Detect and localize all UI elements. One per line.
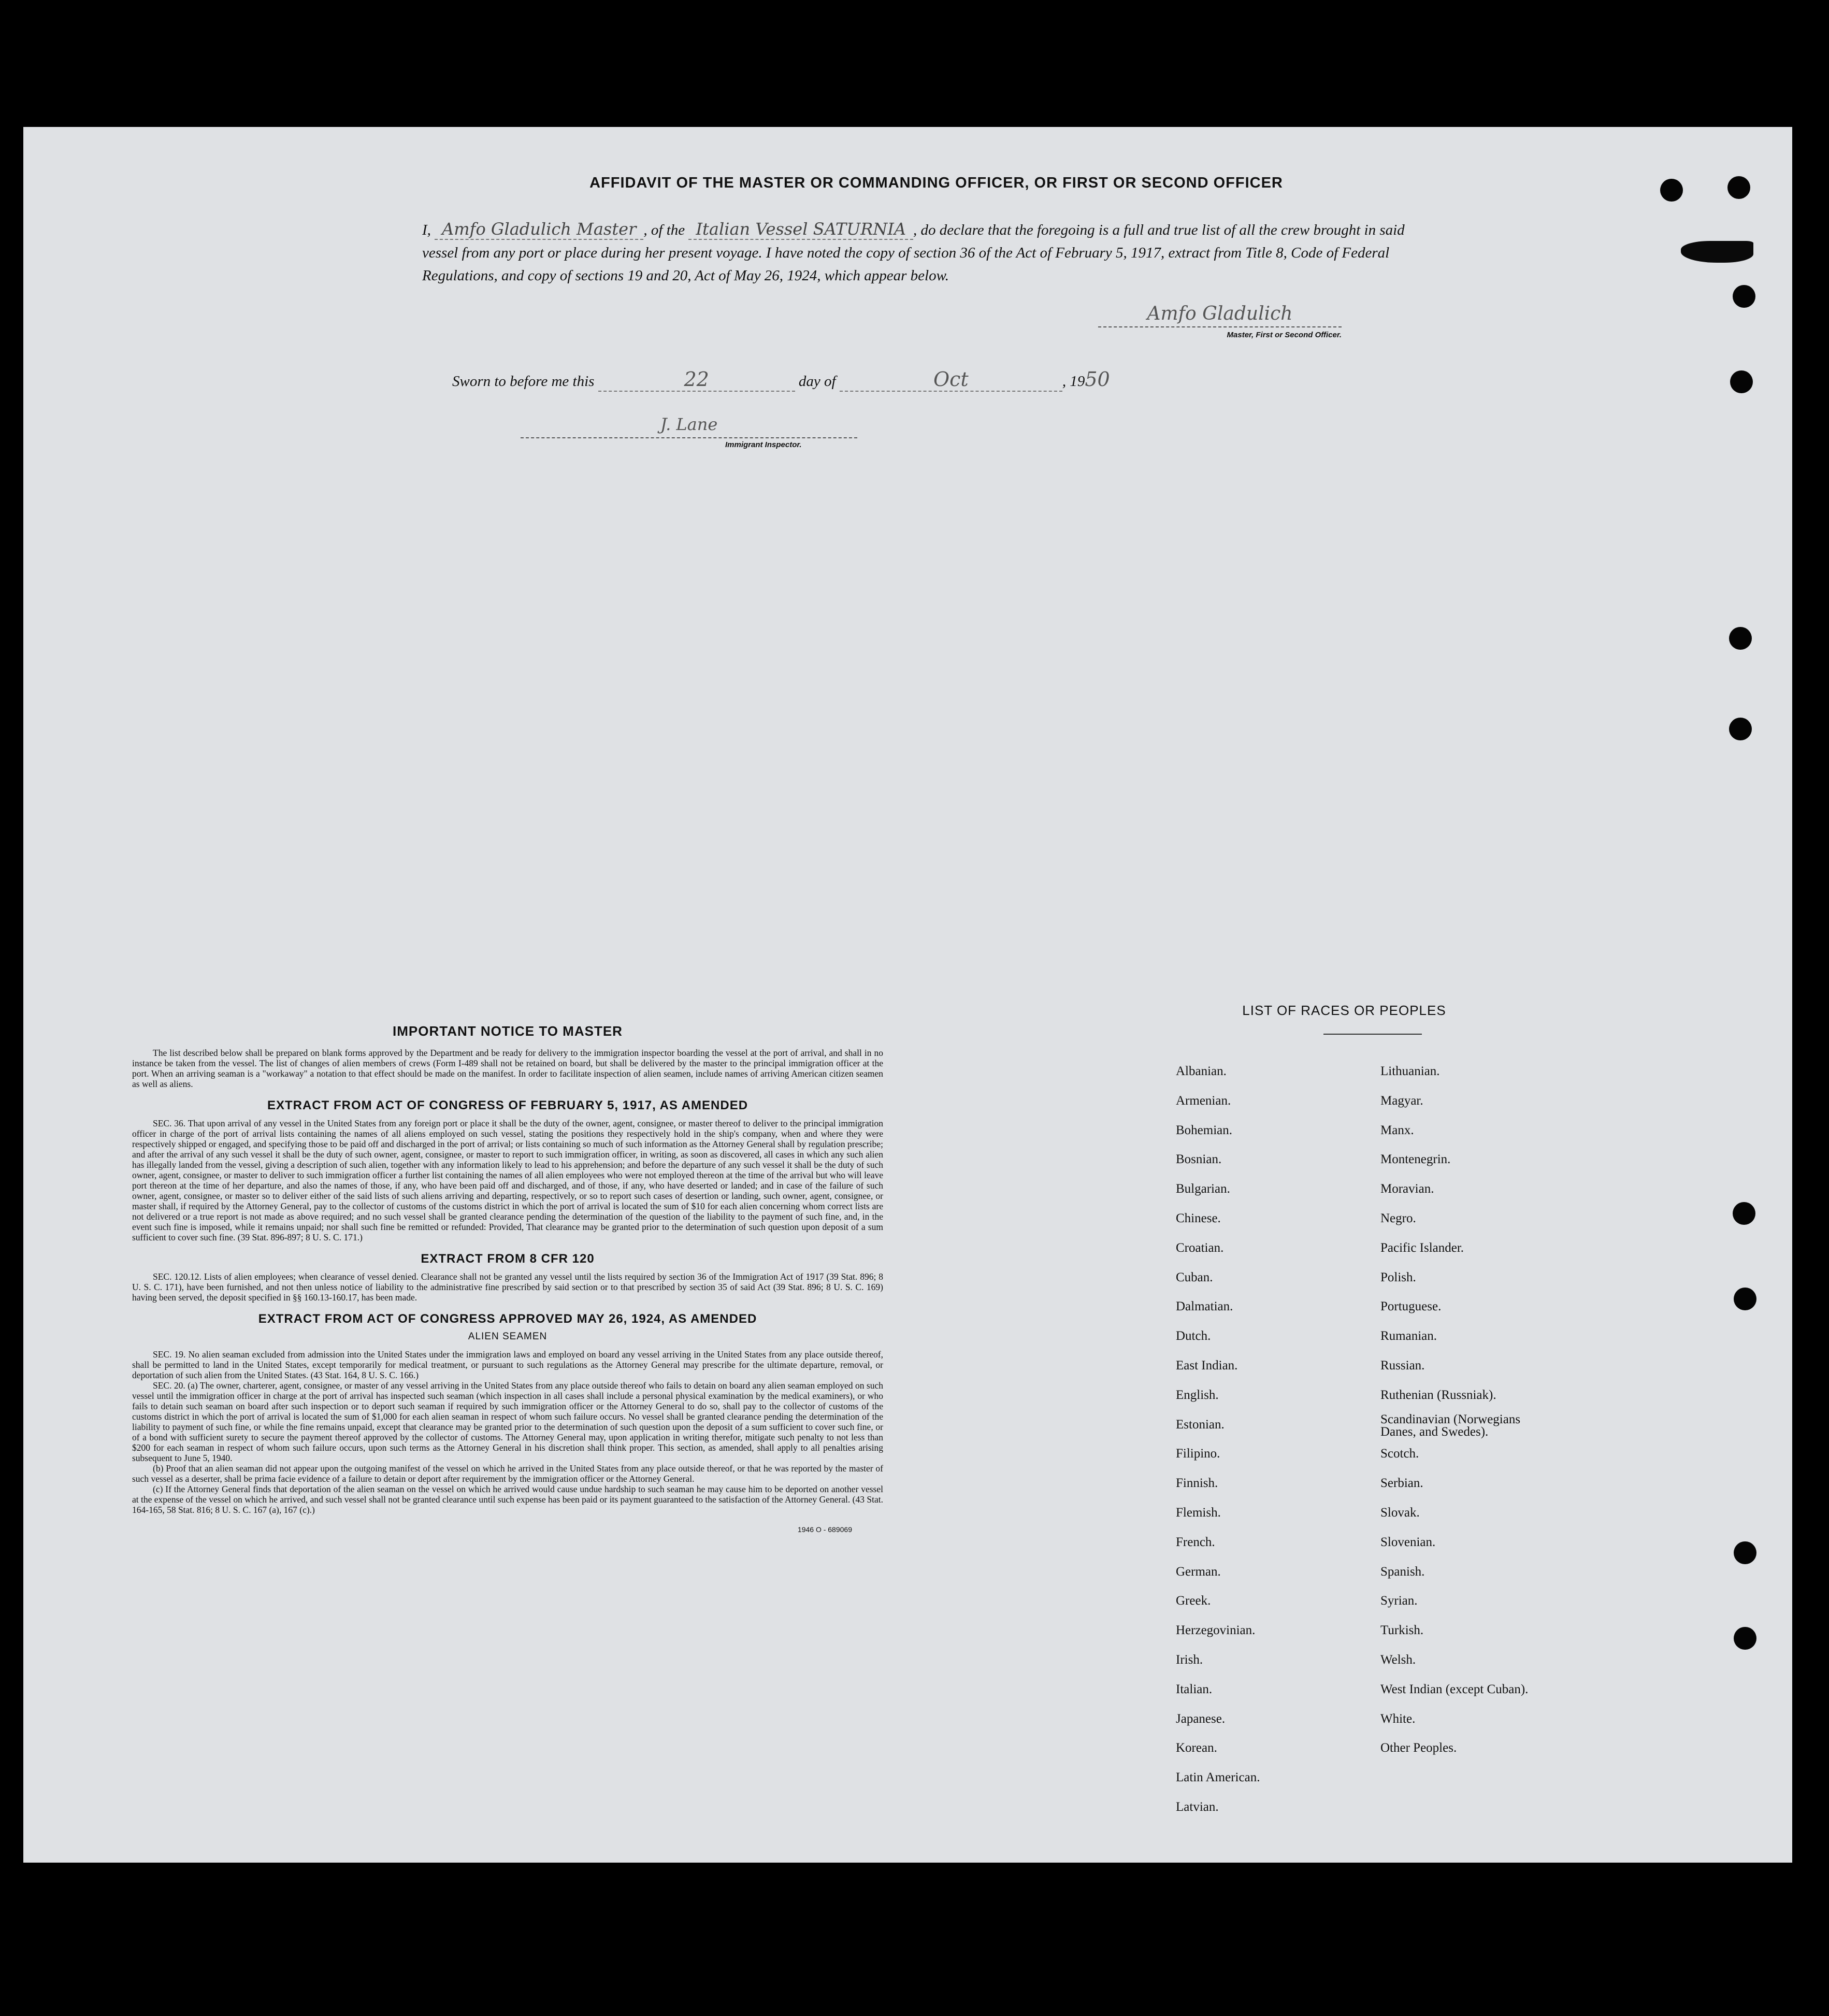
race-item: Portuguese. <box>1380 1299 1442 1314</box>
extract3-heading: EXTRACT FROM ACT OF CONGRESS APPROVED MAY 26, 1924, AS AMENDED <box>258 1312 757 1326</box>
i-label: I, <box>422 222 431 238</box>
race-item: Negro. <box>1380 1211 1416 1225</box>
vessel-name: Italian Vessel SATURNIA <box>688 219 913 240</box>
inspector-caption: Immigrant Inspector. <box>725 440 802 449</box>
of-the-label: of the <box>651 222 685 238</box>
race-item: Slovenian. <box>1380 1535 1436 1549</box>
race-item: French. <box>1176 1535 1215 1549</box>
master-caption: Master, First or Second Officer. <box>1227 331 1342 339</box>
race-item: Dalmatian. <box>1176 1299 1233 1314</box>
race-item: Syrian. <box>1380 1594 1418 1608</box>
punch-hole <box>1727 176 1750 199</box>
races-title: LIST OF RACES OR PEOPLES <box>1242 1003 1446 1018</box>
race-item: Other Peoples. <box>1380 1741 1457 1755</box>
binding-tab-mark <box>1681 241 1753 263</box>
races-right-column <box>1380 1057 1619 1763</box>
race-item: Welsh. <box>1380 1652 1416 1667</box>
race-item: Croatian. <box>1176 1240 1224 1255</box>
race-item: Cuban. <box>1176 1270 1213 1284</box>
affidavit-declaration: I, Amfo Gladulich Master , of the Italian Vessel SATURNIA , do declare that the foregoing is a full and true list of all the crew brought in said vessel from any port or place during her present voyage. I have noted the copy of section 36 of the Act of February 5, 1917, extract from Title 8, Code of Federal Regulations, and copy of sections 19 and 20, Act of May 26, 1924, which appear below. <box>422 219 1405 284</box>
extract1-heading: EXTRACT FROM ACT OF CONGRESS OF FEBRUARY 5, 1917, AS AMENDED <box>267 1098 748 1112</box>
race-item: Italian. <box>1176 1682 1213 1696</box>
declaration-text: that the foregoing is a full and true list of all the crew brought in said vessel from any port or place during her present voyage. I have noted the copy of section 36 of the Act of February 5, 1917, extract from Title 8, Code of Federal Regulations, and copy of sections 19 and 20, Act of May 26, 1924, which appear below. <box>422 222 1405 284</box>
race-item: Dutch. <box>1176 1329 1211 1343</box>
extract3-sec20c: (c) If the Attorney General finds that deportation of the alien seaman on the vessel on which he arrived would cause undue hardship to such seaman he may cause him to be deported on another vessel at the expense of the vessel on which he arrived, and such vessel shall not be granted clearance until such expense has been paid or its payment guaranteed to the satisfaction of the Attorney General. (43 Stat. 164-165, 58 Stat. 816; 8 U. S. C. 167 (a), 167 (c).) <box>132 1484 883 1515</box>
race-item: Estonian. <box>1176 1417 1225 1432</box>
sworn-line <box>452 368 1110 392</box>
punch-hole <box>1660 179 1683 202</box>
race-item: Irish. <box>1176 1652 1203 1667</box>
notice-heading: IMPORTANT NOTICE TO MASTER <box>393 1023 623 1039</box>
day-of-label: day of <box>798 373 836 390</box>
race-item: Magyar. <box>1380 1093 1423 1108</box>
race-item: German. <box>1176 1564 1221 1579</box>
race-item: Scotch. <box>1380 1447 1419 1461</box>
master-signature: Amfo Gladulich <box>1098 303 1342 327</box>
races-title-rule <box>1323 1034 1422 1035</box>
race-item: Latvian. <box>1176 1799 1219 1814</box>
punch-hole <box>1734 1627 1756 1650</box>
race-item: Greek. <box>1176 1594 1211 1608</box>
punch-hole <box>1729 627 1752 650</box>
races-left-column <box>1176 1057 1260 1822</box>
extract1-text: SEC. 36. That upon arrival of any vessel in the United States from any foreign port or place it shall be the duty of the owner, agent, consignee, or master thereof to deliver to the principal immigration officer in charge of the port of arrival lists containing the names of all aliens employed on such vessel, stating the positions they respectively hold in the ship's company, when and where they were respectively shipped or engaged, and specifying those to be paid off and discharged in the port of arrival; or lists containing so much of such information as the Attorney General shall by regulation prescribe; and after the arrival of any such vessel it shall be the duty of such owner, agent, consignee, or master to report to such immigration officer, in writing, as soon as discovered, all cases in which any such alien has illegally landed from the vessel, giving a description of such alien, together with any information likely to lead to his apprehension; and before the departure of any such vessel it shall be the duty of such owner, agent, consignee, or master to deliver to such immigration officer a further list containing the names of all alien employees who were not employed thereon at the time of the arrival but who will leave port thereon at the time of her departure, and also the names of those, if any, who have been paid off and discharged, and of those, if any, who have deserted or landed; and in case of the failure of such owner, agent, consignee, or master so to deliver either of the said lists of such aliens arriving and departing, respectively, or so to report such cases of desertion or landing, such owner, agent, consignee, or master shall, if required by the Attorney General, pay to the collector of customs of the customs district in which the port of arrival is located the sum of $10 for each alien concerning whom correct lists are not delivered or a true report is not made as above required; and no such vessel shall be granted clearance pending the determination of the question of the liability to the payment of such fine, and, in the event such fine is imposed, while it remains unpaid; nor shall such fine be remitted or refunded: Provided, That clearance may be granted prior to the determination of such question upon deposit of a sum sufficient to cover such fine. (39 Stat. 896-897; 8 U. S. C. 171.) <box>132 1118 883 1242</box>
notice-section <box>132 1023 883 1535</box>
race-item: Albanian. <box>1176 1064 1227 1078</box>
race-item: Korean. <box>1176 1741 1217 1755</box>
race-item: Bulgarian. <box>1176 1182 1230 1196</box>
race-item: Rumanian. <box>1380 1329 1437 1343</box>
punch-hole <box>1734 1541 1756 1564</box>
punch-hole <box>1733 285 1755 308</box>
extract3-sec20b: (b) Proof that an alien seaman did not appear upon the outgoing manifest of the vessel on which he arrived in the United States from any place outside thereof, or that he was reported by the master of such vessel as a deserter, shall be prima facie evidence of a failure to detain or deport after requirement by the immigration officer or the Attorney General. <box>132 1463 883 1484</box>
extract3-subheading: ALIEN SEAMEN <box>468 1331 548 1342</box>
race-item: Bohemian. <box>1176 1123 1233 1137</box>
race-item: Slovak. <box>1380 1505 1420 1520</box>
race-item: Finnish. <box>1176 1476 1218 1491</box>
race-item: Turkish. <box>1380 1623 1424 1638</box>
extract3-sec19: SEC. 19. No alien seaman excluded from admission into the United States under the immigration laws and employed on board any vessel arriving in the United States from any place outside thereof, shall be permitted to land in the United States, except temporarily for medical treatment, or pursuant to such regulations as the Attorney General may prescribe for the ultimate departure, removal, or deportation of such alien from the United States. (43 Stat. 164, 8 U. S. C. 166.) <box>132 1349 883 1380</box>
race-item: Japanese. <box>1176 1711 1226 1726</box>
punch-hole <box>1729 718 1752 740</box>
race-item: Spanish. <box>1380 1564 1425 1579</box>
punch-hole <box>1733 1202 1755 1225</box>
race-item: Lithuanian. <box>1380 1064 1440 1078</box>
master-signature-block <box>1098 303 1342 339</box>
race-item: English. <box>1176 1388 1219 1402</box>
inspector-signature: J. Lane <box>521 414 857 438</box>
sworn-day: 22 <box>684 368 709 391</box>
race-item: West Indian (except Cuban). <box>1380 1682 1529 1696</box>
race-item: Pacific Islander. <box>1380 1240 1464 1255</box>
race-item: Ruthenian (Russniak). <box>1380 1388 1496 1402</box>
race-item: Polish. <box>1380 1270 1416 1284</box>
extract2-heading: EXTRACT FROM 8 CFR 120 <box>421 1252 595 1266</box>
punch-hole <box>1730 370 1753 393</box>
sworn-year: 50 <box>1085 368 1110 391</box>
race-item: Chinese. <box>1176 1211 1221 1225</box>
race-item: Russian. <box>1380 1358 1425 1372</box>
race-item: East Indian. <box>1176 1358 1238 1372</box>
race-item: Moravian. <box>1380 1182 1434 1196</box>
extract2-text: SEC. 120.12. Lists of alien employees; when clearance of vessel denied. Clearance shall not be granted any vessel until the lists required by section 36 of the Immigration Act of 1917 (39 Stat. 896; 8 U. S. C. 171), have been furnished, and not then unless notice of liability to the administrative fine prescribed by said section or to that prescribed by section 35 of said Act (39 Stat. 896; 8 U. S. C. 169) having been served, the deposit specified in §§ 160.13-160.17, has been made. <box>132 1271 883 1303</box>
print-code: 1946 O - 689069 <box>797 1525 852 1534</box>
extract3-sec20a: SEC. 20. (a) The owner, charterer, agent, consignee, or master of any vessel arriving in the United States from any place outside thereof who fails to detain on board any alien seaman employed on such vessel until the immigration officer in charge at the port of arrival has inspected such seaman (which inspection in all cases shall include a personal physical examination by the medical examiners), or who fails to detain such seaman on board after such inspection or to deport such seaman if required by such immigration officer or the Attorney General to do so, shall pay to the collector of customs of the customs district in which the port of arrival is located the sum of $1,000 for each alien seaman in respect of whom such failure occurs. No vessel shall be granted clearance pending the determination of the liability to payment of such fine, or while the fine remains unpaid, except that clearance may be granted prior to the determination of such question upon the deposit of a sum sufficient to cover such fine, or of a bond with sufficient surety to secure the payment thereof approved by the collector of customs. The Attorney General may, upon application in writing therefor, mitigate such penalty to not less than $200 for each seaman in respect of whom such failure occurs, upon such terms as the Attorney General in his discretion shall think proper. This section, as amended, shall apply to all penalties arising subsequent to June 5, 1940. <box>132 1380 883 1463</box>
sworn-month: Oct <box>933 368 969 391</box>
race-item: Serbian. <box>1380 1476 1423 1491</box>
race-item: Manx. <box>1380 1123 1414 1137</box>
race-item: Filipino. <box>1176 1447 1220 1461</box>
document-page <box>23 127 1792 1863</box>
race-item: Armenian. <box>1176 1093 1231 1108</box>
master-name: Amfo Gladulich Master <box>435 219 643 240</box>
race-item: Flemish. <box>1176 1505 1221 1520</box>
punch-hole <box>1734 1288 1756 1310</box>
declare-label: do declare <box>920 222 984 238</box>
affidavit-title: AFFIDAVIT OF THE MASTER OR COMMANDING OFFICER, OR FIRST OR SECOND OFFICER <box>589 175 1283 191</box>
race-item: Herzegovinian. <box>1176 1623 1256 1638</box>
race-item: Scandinavian (Norwegians Danes, and Swedes). <box>1380 1412 1521 1439</box>
race-item: Latin American. <box>1176 1770 1260 1785</box>
year-prefix: , 19 <box>1062 373 1085 390</box>
race-item: Bosnian. <box>1176 1152 1222 1167</box>
race-item: Montenegrin. <box>1380 1152 1451 1167</box>
inspector-signature-block <box>521 414 857 449</box>
notice-text: The list described below shall be prepared on blank forms approved by the Department and be ready for delivery to the immigration inspector boarding the vessel at the port of arrival, and shall in no instance be taken from the vessel. The list of changes of alien members of crews (Form I-489 shall not be retained on board, but shall be delivered by the master to the principal immigration officer at the port. When an arriving seaman is a "workaway" a notation to that effect should be made on the manifest. In order to facilitate inspection of alien seamen, include names of arriving American citizen seamen as well as aliens. <box>132 1048 883 1089</box>
race-item: White. <box>1380 1711 1416 1726</box>
sworn-label: Sworn to before me this <box>452 373 595 390</box>
